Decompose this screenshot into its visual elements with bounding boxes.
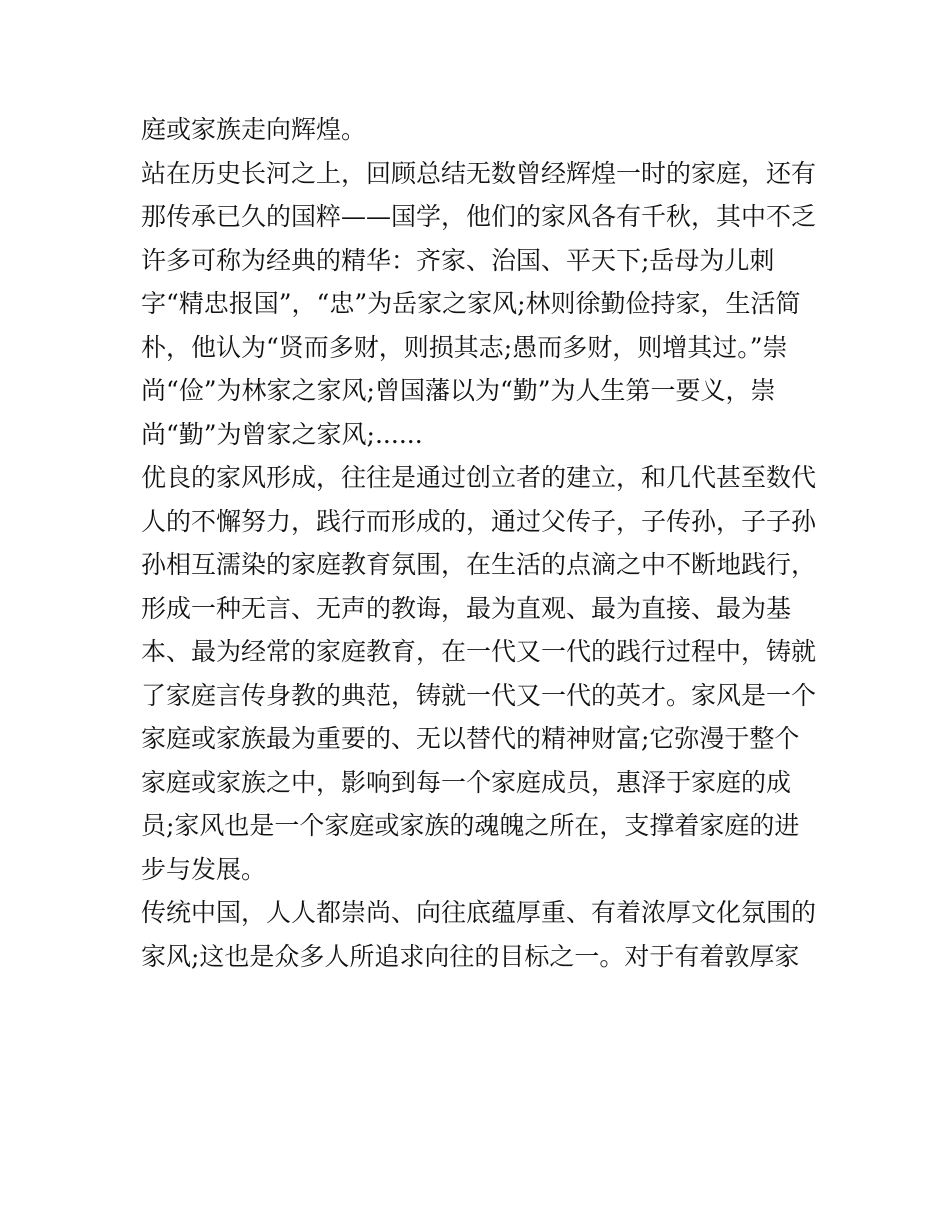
text-line: 字“精忠报国”，“忠”为岳家之家风;林则徐勤俭持家，生活简 <box>141 289 801 318</box>
text-line: 优良的家风形成，往往是通过创立者的建立，和几代甚至数代 <box>141 463 817 492</box>
text-line: 站在历史长河之上，回顾总结无数曾经辉煌一时的家庭，还有 <box>141 158 817 188</box>
text-line: 本、最为经常的家庭教育，在一代又一代的践行过程中，铸就 <box>141 637 817 666</box>
text-line: 庭或家族走向辉煌。 <box>141 115 367 144</box>
text-line: 许多可称为经典的精华：齐家、治国、平天下;岳母为儿刺 <box>141 245 775 275</box>
text-line: 了家庭言传身教的典范，铸就一代又一代的英才。家风是一个 <box>141 680 817 710</box>
text-line: 人的不懈努力，践行而形成的，通过父传子，子传孙，子子孙 <box>141 506 817 536</box>
text-line: 家庭或家族之中，影响到每一个家庭成员，惠泽于家庭的成 <box>141 767 792 797</box>
text-line: 尚“俭”为林家之家风;曾国藩以为“勤”为人生第一要义，崇 <box>141 376 776 405</box>
text-line: 传统中国，人人都崇尚、向往底蕴厚重、有着浓厚文化氛围的 <box>141 898 817 927</box>
text-line: 形成一种无言、无声的教诲，最为直观、最为直接、最为基 <box>141 593 792 623</box>
text-line: 家风;这也是众多人所追求向往的目标之一。对于有着敦厚家 <box>141 941 800 971</box>
text-line: 员;家风也是一个家庭或家族的魂魄之所在，支撑着家庭的进 <box>141 811 800 840</box>
body-text <box>141 108 841 978</box>
text-line: 朴，他认为“贤而多财，则损其志;愚而多财，则增其过。”崇 <box>141 332 788 362</box>
text-line: 家庭或家族最为重要的、无以替代的精神财富;它弥漫于整个 <box>141 724 800 753</box>
text-line: 孙相互濡染的家庭教育氛围，在生活的点滴之中不断地践行， <box>141 550 817 579</box>
text-line: 尚“勤”为曾家之家风;...... <box>141 419 423 449</box>
text-line: 步与发展。 <box>141 854 267 884</box>
text-line: 那传承已久的国粹——国学，他们的家风各有千秋，其中不乏 <box>141 202 817 231</box>
